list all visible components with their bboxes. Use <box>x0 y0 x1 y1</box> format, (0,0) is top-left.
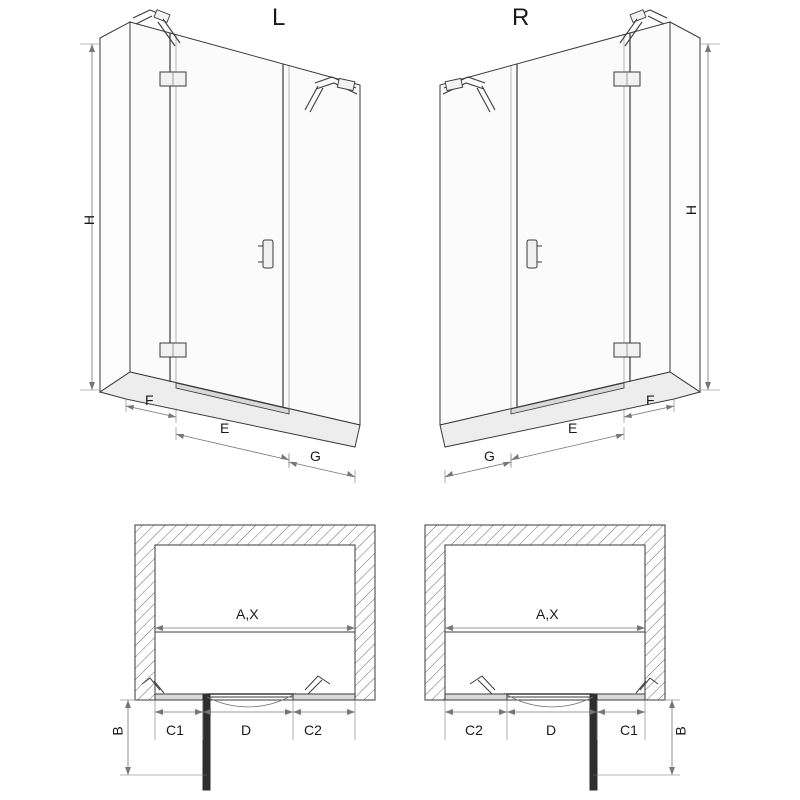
variant-label-right: R <box>512 4 530 31</box>
dimension-e-right: E <box>568 420 578 436</box>
dimension-f-right: F <box>646 392 655 408</box>
dimension-f-left: F <box>145 392 154 408</box>
elevation-right <box>440 10 720 483</box>
dimension-h-left: H <box>81 214 98 226</box>
dimension-c1-right: C1 <box>620 722 638 738</box>
dimension-ax-right: A,X <box>536 606 559 622</box>
dimension-d-left: D <box>241 722 252 738</box>
dimension-h-right: H <box>683 204 700 216</box>
plan-left <box>120 525 375 790</box>
dimension-b-left: B <box>109 726 126 736</box>
elevation-left <box>80 10 360 483</box>
dimension-c2-left: C2 <box>304 722 322 738</box>
dimension-d-right: D <box>546 722 557 738</box>
dimension-b-right: B <box>672 726 689 736</box>
variant-label-left: L <box>272 4 286 31</box>
dimension-ax-left: A,X <box>236 606 259 622</box>
plan-right <box>425 525 680 790</box>
dimension-c1-left: C1 <box>166 722 184 738</box>
dimension-c2-right: C2 <box>465 722 483 738</box>
dimension-g-left: G <box>310 448 321 464</box>
dimension-g-right: G <box>484 448 495 464</box>
dimension-e-left: E <box>220 420 230 436</box>
